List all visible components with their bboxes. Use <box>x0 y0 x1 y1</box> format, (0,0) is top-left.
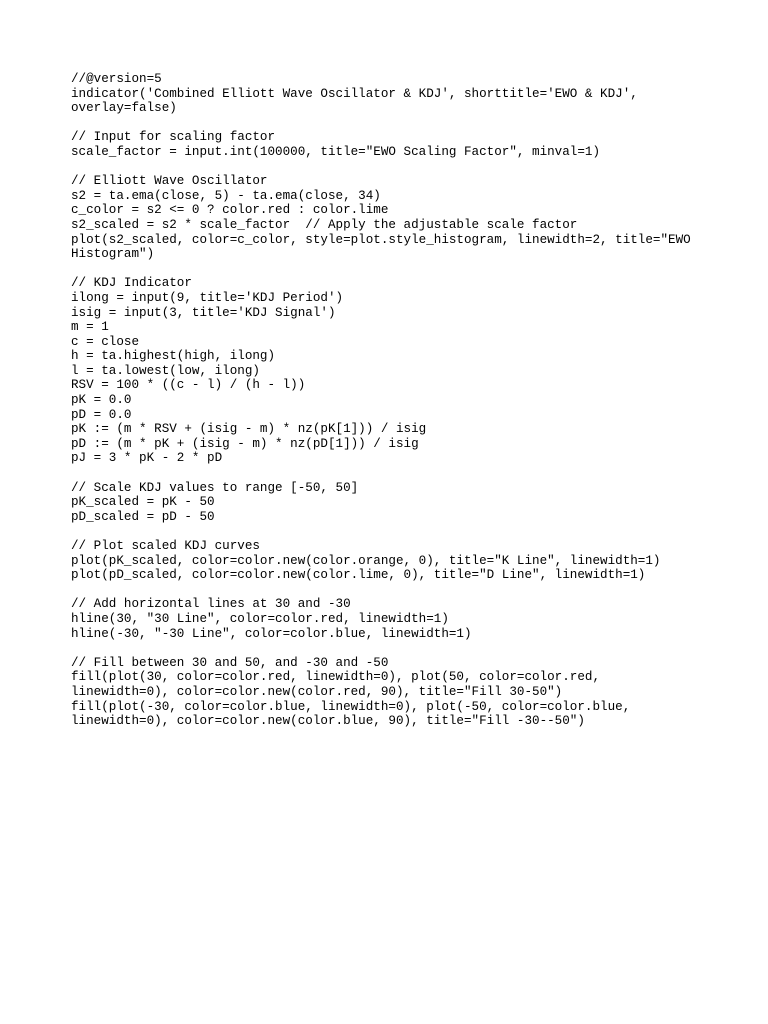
code-line: hline(30, "30 Line", color=color.red, linewidth=1) <box>71 611 449 626</box>
code-line: // Fill between 30 and 50, and -30 and -50 <box>71 655 389 670</box>
code-block <box>71 72 711 729</box>
code-line: pD := (m * pK + (isig - m) * nz(pD[1])) / isig <box>71 436 419 451</box>
code-line <box>71 262 711 277</box>
code-line: c = close <box>71 334 140 349</box>
code-line: plot(pK_scaled, color=color.new(color.orange, 0), title="K Line", linewidth=1) <box>71 553 661 568</box>
code-line <box>71 583 711 598</box>
code-line: pK = 0.0 <box>71 393 132 408</box>
code-line: indicator('Combined Elliott Wave Oscillator & KDJ', shorttitle='EWO & KDJ', <box>71 86 638 101</box>
code-line: pK := (m * RSV + (isig - m) * nz(pK[1])) / isig <box>71 422 427 437</box>
code-line: fill(plot(30, color=color.red, linewidth=0), plot(50, color=color.red, <box>71 670 601 685</box>
code-line: plot(s2_scaled, color=c_color, style=plot.style_histogram, linewidth=2, title="EWO <box>71 232 691 247</box>
code-line: ilong = input(9, title='KDJ Period') <box>71 290 344 305</box>
code-line: fill(plot(-30, color=color.blue, linewidth=0), plot(-50, color=color.blue, <box>71 699 631 714</box>
code-line: isig = input(3, title='KDJ Signal') <box>71 305 336 320</box>
code-line: m = 1 <box>71 320 109 335</box>
code-line: s2 = ta.ema(close, 5) - ta.ema(close, 34) <box>71 188 381 203</box>
code-line: s2_scaled = s2 * scale_factor // Apply the adjustable scale factor <box>71 217 578 232</box>
code-line <box>71 524 711 539</box>
code-line: pJ = 3 * pK - 2 * pD <box>71 451 223 466</box>
code-line: overlay=false) <box>71 101 177 116</box>
code-line: // Scale KDJ values to range [-50, 50] <box>71 480 359 495</box>
code-line: // Add horizontal lines at 30 and -30 <box>71 597 351 612</box>
code-line: pK_scaled = pK - 50 <box>71 495 215 510</box>
code-line: // Plot scaled KDJ curves <box>71 539 260 553</box>
code-line: // KDJ Indicator <box>71 276 192 291</box>
code-line: plot(pD_scaled, color=color.new(color.lime, 0), title="D Line", linewidth=1) <box>71 568 646 583</box>
code-line: linewidth=0), color=color.new(color.red, 90), title="Fill 30-50") <box>71 684 563 699</box>
code-line <box>71 116 711 131</box>
code-line: hline(-30, "-30 Line", color=color.blue, linewidth=1) <box>71 626 472 641</box>
code-line <box>71 466 711 481</box>
code-line: h = ta.highest(high, ilong) <box>71 349 276 364</box>
code-line: linewidth=0), color=color.new(color.blue, 90), title="Fill -30--50") <box>71 714 585 729</box>
code-line: // Input for scaling factor <box>71 130 276 145</box>
code-line: //@version=5 <box>71 72 162 86</box>
code-line: l = ta.lowest(low, ilong) <box>71 363 260 378</box>
code-line: pD = 0.0 <box>71 407 132 422</box>
code-line: c_color = s2 <= 0 ? color.red : color.lime <box>71 203 389 218</box>
code-line <box>71 160 711 175</box>
code-line: RSV = 100 * ((c - l) / (h - l)) <box>71 378 306 393</box>
code-line <box>71 641 711 656</box>
code-line: scale_factor = input.int(100000, title="EWO Scaling Factor", minval=1) <box>71 144 601 159</box>
code-line: pD_scaled = pD - 50 <box>71 509 215 524</box>
code-line: Histogram") <box>71 247 155 262</box>
code-line: // Elliott Wave Oscillator <box>71 174 268 189</box>
